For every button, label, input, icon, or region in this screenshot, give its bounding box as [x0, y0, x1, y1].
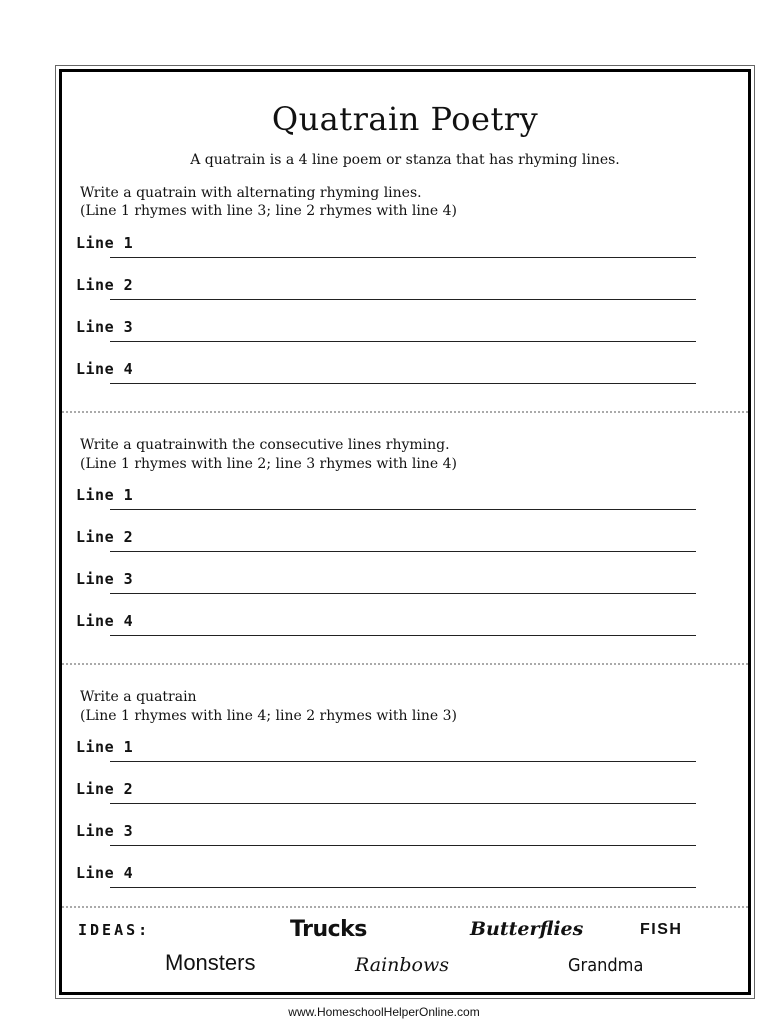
page-subtitle: A quatrain is a 4 line poem or stanza that has rhyming lines.	[190, 152, 620, 168]
section-2-line-3-writing-line[interactable]	[110, 593, 696, 594]
section-2-line-1-writing-line[interactable]	[110, 509, 696, 510]
section-2-line-2-writing-line[interactable]	[110, 551, 696, 552]
section-3-line-4-label: Line 4	[76, 864, 134, 882]
section-2-rule: (Line 1 rhymes with line 2; line 3 rhymes with line 4)	[80, 456, 458, 472]
section-1-rule: (Line 1 rhymes with line 3; line 2 rhymes with line 4)	[80, 203, 458, 219]
section-2-line-2-label: Line 2	[76, 528, 134, 546]
section-divider	[62, 411, 748, 413]
section-divider	[62, 906, 748, 908]
section-3-line-2-label: Line 2	[76, 780, 134, 798]
section-3-rule: (Line 1 rhymes with line 4; line 2 rhymes with line 3)	[80, 708, 458, 724]
section-1-instruction: Write a quatrain with alternating rhyming lines.	[80, 185, 422, 201]
page-title: Quatrain Poetry	[271, 100, 539, 138]
section-1-line-3-label: Line 3	[76, 318, 134, 336]
idea-word-fish: FISH	[640, 921, 683, 938]
idea-word-rainbows: Rainbows	[355, 954, 449, 976]
ideas-label: IDEAS:	[78, 921, 151, 939]
section-1-line-2-label: Line 2	[76, 276, 134, 294]
section-1-line-4-writing-line[interactable]	[110, 383, 696, 384]
section-divider	[62, 663, 748, 665]
idea-word-butterflies: Butterflies	[470, 918, 584, 940]
idea-word-trucks: Trucks	[290, 917, 367, 942]
section-3-line-1-writing-line[interactable]	[110, 761, 696, 762]
section-2-line-1-label: Line 1	[76, 486, 134, 504]
section-2-line-3-label: Line 3	[76, 570, 134, 588]
section-2-line-4-writing-line[interactable]	[110, 635, 696, 636]
section-2-line-4-label: Line 4	[76, 612, 134, 630]
section-2-instruction: Write a quatrainwith the consecutive lines rhyming.	[80, 437, 450, 453]
idea-word-monsters: Monsters	[165, 950, 256, 975]
footer-url[interactable]: www.HomeschoolHelperOnline.com	[288, 1005, 480, 1019]
section-3-line-2-writing-line[interactable]	[110, 803, 696, 804]
section-3-line-3-writing-line[interactable]	[110, 845, 696, 846]
section-1-line-1-writing-line[interactable]	[110, 257, 696, 258]
idea-word-grandma: Grandma	[568, 955, 644, 976]
section-3-line-4-writing-line[interactable]	[110, 887, 696, 888]
section-1-line-3-writing-line[interactable]	[110, 341, 696, 342]
section-3-line-1-label: Line 1	[76, 738, 134, 756]
section-3-line-3-label: Line 3	[76, 822, 134, 840]
section-1-line-2-writing-line[interactable]	[110, 299, 696, 300]
section-1-line-4-label: Line 4	[76, 360, 134, 378]
section-3-instruction: Write a quatrain	[80, 689, 197, 705]
section-1-line-1-label: Line 1	[76, 234, 134, 252]
